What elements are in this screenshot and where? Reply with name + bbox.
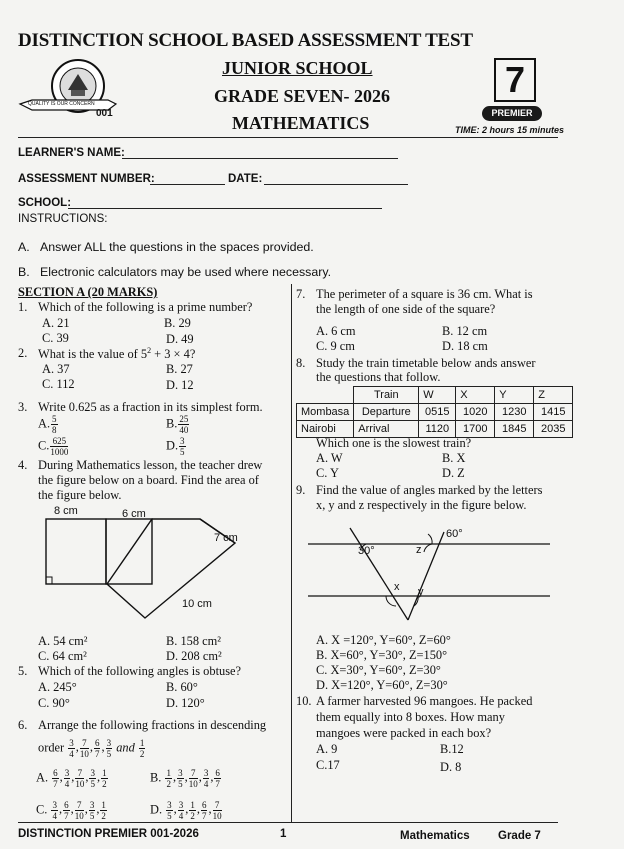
fraction: $\frac{1}{2}$ [166, 768, 171, 789]
q8-question: Which one is the slowest train? [316, 436, 472, 450]
fraction: $\frac{3}{4}$ [203, 768, 209, 789]
instructions-heading: INSTRUCTIONS: [18, 213, 108, 225]
fraction: $\frac{3}{4}$ [64, 768, 70, 789]
fraction: $\frac{3}{5}$ [90, 768, 95, 789]
assessment-number-field[interactable] [150, 184, 225, 185]
premier-badge: PREMIER [482, 106, 542, 121]
q7-option-c[interactable]: C. 9 cm [316, 339, 355, 353]
footer-grade: Grade 7 [498, 830, 541, 842]
column-divider [291, 284, 292, 822]
paper-code: 001 [96, 108, 113, 119]
fraction: $\frac{3}{5}$ [167, 800, 172, 821]
table-header: Y [495, 387, 534, 404]
grade-box: 7 [494, 58, 536, 102]
q10-line2: them equally into 8 boxes. How many [316, 710, 505, 724]
q10-option-b[interactable]: B.12 [440, 742, 464, 756]
fraction: $\frac{7}{10}$ [75, 768, 85, 789]
q3-text: Write 0.625 as a fraction in its simplest form. [38, 400, 263, 414]
footer-paper-code: DISTINCTION PREMIER 001-2026 [18, 828, 199, 840]
table-header: Z [534, 387, 573, 404]
fraction: $\frac{7}{10}$ [212, 800, 222, 821]
q5-option-d[interactable]: D. 120° [166, 696, 205, 710]
q5-option-c[interactable]: C. 90° [38, 696, 70, 710]
q4-option-d[interactable]: D. 208 cm² [166, 649, 222, 663]
q1-text: Which of the following is a prime number? [38, 300, 253, 314]
date-field[interactable] [264, 184, 408, 185]
q2-text: What is the value of $5^2 + 3 \times 4$? [38, 346, 196, 362]
q1-option-c[interactable]: C. 39 [42, 331, 69, 345]
q1-option-a[interactable]: A. 21 [42, 316, 70, 330]
q7-option-d[interactable]: D. 18 cm [442, 339, 488, 353]
q3-number: 3. [18, 400, 28, 414]
school-field[interactable] [68, 208, 382, 209]
grade-heading: GRADE SEVEN- 2026 [214, 86, 391, 106]
q6-option-c[interactable]: C. $\frac{3}{4}$ , $\frac{6}{7}$ , $\frac{7}{10}$ , $\frac{3}{5}$ , $\frac{1}{2}$ [36, 800, 106, 821]
section-heading: SECTION A (20 MARKS) [18, 285, 158, 299]
q4-option-c[interactable]: C. 64 cm² [38, 649, 87, 663]
q6-option-d[interactable]: D. $\frac{3}{5}$ , $\frac{3}{4}$ , $\frac{1}{2}$ , $\frac{6}{7}$ , $\frac{7}{10}$ [150, 800, 222, 821]
fraction: $\frac{6}{7}$ [201, 800, 207, 821]
fraction: $\frac{1}{2}$ [102, 768, 107, 789]
instruction-a: Answer ALL the questions in the spaces provided. [40, 240, 314, 254]
train-timetable [296, 386, 573, 438]
fraction: $\frac{6}{7}$ [94, 738, 100, 759]
table-header: X [456, 387, 495, 404]
fraction: $\frac{3}{4}$ [178, 800, 184, 821]
q4-option-a[interactable]: A. 54 cm² [38, 634, 88, 648]
q3-option-c[interactable]: C. $\frac{625}{1000}$ [38, 436, 69, 457]
header-divider [18, 137, 558, 138]
q10-option-d[interactable]: D. 8 [440, 760, 462, 774]
q10-line3: mangoes were packed in each box? [316, 726, 492, 740]
instruction-b: Electronic calculators may be used where necessary. [40, 265, 332, 279]
fraction: $\frac{1}{2}$ [139, 738, 145, 759]
page-title: DISTINCTION SCHOOL BASED ASSESSMENT TEST [18, 30, 473, 51]
fraction: $\frac{1}{2}$ [190, 800, 195, 821]
table-row: Mombasa Departure 0515 1020 1230 1415 [297, 404, 573, 421]
q7-line2: the length of one side of the square? [316, 302, 496, 316]
fraction: $\frac{3}{5}$ [178, 768, 183, 789]
school-logo: QUALITY IS OUR CONCERN [18, 56, 118, 122]
q2-number: 2. [18, 346, 28, 360]
q3-option-d[interactable]: D. $\frac{3}{5}$ [166, 436, 185, 457]
q1-option-b[interactable]: B. 29 [164, 316, 191, 330]
q6-number: 6. [18, 718, 28, 732]
q7-number: 7. [296, 287, 306, 301]
q7-option-b[interactable]: B. 12 cm [442, 324, 488, 338]
fraction: $\frac{7}{10}$ [79, 738, 89, 759]
fraction: $\frac{7}{10}$ [188, 768, 198, 789]
school-label: SCHOOL: [18, 197, 72, 209]
fraction: $\frac{1}{2}$ [101, 800, 106, 821]
page-number: 1 [280, 828, 287, 840]
q8-option-c[interactable]: C. Y [316, 466, 339, 480]
q3-option-b[interactable]: B. $\frac{25}{40}$ [166, 414, 189, 435]
instruction-a-letter: A. [18, 240, 30, 254]
fraction: $\frac{3}{4}$ [69, 738, 74, 759]
q4-line3: the figure below. [38, 488, 122, 502]
time-allowed: TIME: 2 hours 15 minutes [455, 125, 565, 135]
q7-line1: The perimeter of a square is 36 cm. What is [316, 287, 533, 301]
q8-number: 8. [296, 356, 306, 370]
fraction: $\frac{3}{4}$ [52, 800, 57, 821]
table-row: Nairobi Arrival 1120 1700 1845 2035 [297, 421, 573, 438]
table-header: Train [354, 387, 419, 404]
footer-divider [18, 822, 558, 823]
q5-option-a[interactable]: A. 245° [38, 680, 77, 694]
q6-option-a[interactable]: A. $\frac{6}{7}$ , $\frac{3}{4}$ , $\frac{7}{10}$ , $\frac{3}{5}$ , $\frac{1}{2}$ [36, 768, 107, 789]
q4-line1: During Mathematics lesson, the teacher drew [38, 458, 263, 472]
instruction-b-letter: B. [18, 265, 30, 279]
q9-option-d[interactable]: D. X=120°, Y=60°, Z=30° [316, 678, 448, 692]
q9-option-c[interactable]: C. X=30°, Y=60°, Z=30° [316, 663, 441, 677]
level-heading: JUNIOR SCHOOL [222, 58, 373, 78]
learner-name-field[interactable] [122, 158, 398, 159]
q9-number: 9. [296, 483, 306, 497]
q8-option-a[interactable]: A. W [316, 451, 343, 465]
q2-option-d[interactable]: D. 12 [166, 378, 194, 392]
q9-option-b[interactable]: B. X=60°, Y=30°, Z=150° [316, 648, 448, 662]
q9-line1: Find the value of angles marked by the letters [316, 483, 543, 497]
q4-number: 4. [18, 458, 28, 472]
fraction: $\frac{6}{7}$ [53, 768, 58, 789]
q1-number: 1. [18, 300, 28, 314]
fraction: $\frac{3}{5}$ [89, 800, 95, 821]
q9-line2: x, y and z respectively in the figure below. [316, 498, 527, 512]
subject-heading: MATHEMATICS [232, 113, 370, 133]
q4-line2: the figure below on a board. Find the area of [38, 473, 259, 487]
fraction: $\frac{7}{10}$ [74, 800, 84, 821]
q7-option-a[interactable]: A. 6 cm [316, 324, 356, 338]
fraction: $\frac{3}{5}$ [106, 738, 112, 759]
q4-figure: 8 cm 6 cm 7 cm 10 cm [40, 505, 280, 625]
q6-option-b[interactable]: B. $\frac{1}{2}$ , $\frac{3}{5}$ , $\frac{7}{10}$ , $\frac{3}{4}$ , $\frac{6}{7}$ [150, 768, 220, 789]
q2-option-a[interactable]: A. 37 [42, 362, 70, 376]
q3-option-a[interactable]: A. $\frac{5}{8}$ [38, 414, 57, 435]
q2-option-c[interactable]: C. 112 [42, 377, 75, 391]
q8-option-b[interactable]: B. X [442, 451, 466, 465]
fraction: $\frac{6}{7}$ [64, 800, 69, 821]
q8-line1: Study the train timetable below ands answer [316, 356, 536, 370]
fraction: $\frac{6}{7}$ [215, 768, 220, 789]
q10-number: 10. [296, 694, 312, 708]
q8-line2: the questions that follow. [316, 370, 441, 384]
q4-option-b[interactable]: B. 158 cm² [166, 634, 221, 648]
table-header: W [419, 387, 456, 404]
q5-number: 5. [18, 664, 28, 678]
date-label: DATE: [228, 173, 263, 185]
learner-name-label: LEARNER'S NAME: [18, 147, 125, 159]
q6-line1: Arrange the following fractions in descending [38, 718, 267, 732]
q10-option-a[interactable]: A. 9 [316, 742, 338, 756]
q10-line1: A farmer harvested 96 mangoes. He packed [316, 694, 533, 708]
q5-text: Which of the following angles is obtuse? [38, 664, 242, 678]
q9-figure: 60° 30° z x y [304, 520, 554, 630]
q10-option-c[interactable]: C.17 [316, 758, 340, 772]
footer-subject: Mathematics [400, 830, 470, 842]
q9-option-a[interactable]: A. X =120°, Y=60°, Z=60° [316, 633, 451, 647]
q8-option-d[interactable]: D. Z [442, 466, 465, 480]
assessment-number-label: ASSESSMENT NUMBER: [18, 173, 155, 185]
q1-option-d[interactable]: D. 49 [166, 332, 194, 346]
q2-option-b[interactable]: B. 27 [166, 362, 193, 376]
q5-option-b[interactable]: B. 60° [166, 680, 198, 694]
q6-fractions: order $\frac{3}{4}$ , $\frac{7}{10}$ , $\frac{6}{7}$ , $\frac{3}{5}$ and $\frac{1}{2}$ [38, 738, 145, 759]
